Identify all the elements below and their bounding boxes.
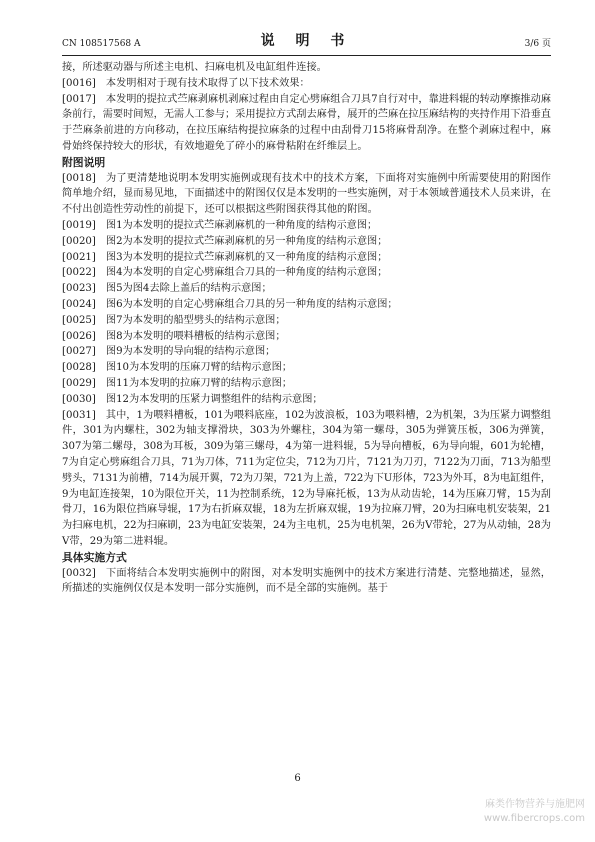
paragraph-label: [0030] <box>62 393 96 405</box>
paragraph-text: 本发明相对于现有技术取得了以下技术效果： <box>105 77 310 89</box>
figure-description-text: 图6为本发明的自定心劈麻组合刀具的另一种角度的结构示意图； <box>105 298 398 310</box>
figure-description-item <box>62 281 551 297</box>
figure-description-item <box>62 265 551 281</box>
page-number: 6 <box>294 773 301 784</box>
paragraph-0018 <box>62 171 551 218</box>
figure-description-item <box>62 250 551 266</box>
continued-paragraph: 接，所述驱动器与所述主电机、扫麻电机及电缸组件连接。 <box>62 62 327 73</box>
paragraph-label: [0031] <box>62 409 96 421</box>
paragraph-text: 其中，1为喂料槽板，101为喂料底座，102为波浪板，103为喂料槽，2为机架，3为压紧力调整组件，301为内螺柱，302为轴支撑滑块，303为外螺柱，304为第一螺母，305为弹簧压板，306为弹簧，307为第二螺母，308为耳板，309为第三螺母，4为第一进料辊，5为导向槽板，6为导向辊，601为轮槽，7为自定心劈麻组合刀具，71为刀体，711为定位尖，712为刀片，7121为刀刃，7122为刀面，713为船型劈头，7131为前槽，714为展开翼，72为刀架，721为上盖，722为下U形体，723为外耳，8为电缸组件，9为电缸连接架，10为限位开关，11为控制系统，12为导麻托板，13为从动齿轮，14为压麻刀臂，15为刮骨刀，16为限位挡麻导辊，17为右折麻双辊，18为左折麻双辊，19为拉麻刀臂，20为扫麻电机安装架，21为扫麻电机，22为扫麻刷，23为电缸安装架，24为主电机，25为电机架，26为V带轮，27为从动轴，28为V带，29为第二进料辊。 <box>62 409 551 547</box>
figure-description-item <box>62 313 551 329</box>
paragraph-label: [0016] <box>62 77 96 89</box>
paragraph-label: [0021] <box>62 251 96 263</box>
paragraph-label: [0022] <box>62 267 96 279</box>
paragraph-text: 本发明的提拉式苎麻剥麻机剥麻过程由自定心劈麻组合刀具7自行对中，靠进料辊的转动摩擦推动麻条前行，需要时间短，无需人工参与；采用提拉方式刮去麻骨，展开的苎麻在拉压麻结构的夹持作用下沿垂直于苎麻条前进的方向移动，在拉压麻结构提拉麻条的过程中由刮骨刀15将麻骨刮净。在整个剥麻过程中，麻骨始终保持较大的形状，有效地避免了碎小的麻骨粘附在纤维层上。 <box>62 93 551 152</box>
figure-description-text: 图1为本发明的提拉式苎麻剥麻机的一种角度的结构示意图； <box>105 219 378 231</box>
paragraph-label: [0017] <box>62 93 96 105</box>
figure-description-text: 图4为本发明的自定心劈麻组合刀具的一种角度的结构示意图； <box>105 267 388 279</box>
paragraph-label: [0027] <box>62 346 96 358</box>
figure-description-text: 图5为图4去除上盖后的结构示意图； <box>105 283 272 295</box>
paragraph-0032 <box>62 566 551 598</box>
figure-description-text: 图12为本发明的压紧力调整组件的结构示意图； <box>105 393 323 405</box>
paragraph-label: [0025] <box>62 314 96 326</box>
paragraph-text: 下面将结合本发明实施例中的附图，对本发明实施例中的技术方案进行清楚、完整地描述，显然，所描述的实施例仅仅是本发明一部分实施例，而不是全部的实施例。基于 <box>62 567 551 595</box>
watermark-title: 麻类作物营养与施肥网 <box>485 799 585 810</box>
paragraph-label: [0026] <box>62 330 96 342</box>
paragraph-label: [0023] <box>62 283 96 295</box>
paragraph-0031 <box>62 408 551 550</box>
paragraph-label: [0018] <box>62 172 96 184</box>
figure-description-item <box>62 376 551 392</box>
figure-description-item <box>62 392 551 408</box>
section-heading-figures: 附图说明 <box>62 155 106 169</box>
figure-description-text: 图2为本发明的提拉式苎麻剥麻机的另一种角度的结构示意图； <box>105 235 388 247</box>
paragraph-text: 为了更清楚地说明本发明实施例或现有技术中的技术方案，下面将对实施例中所需要使用的附图作简单地介绍，显而易见地，下面描述中的附图仅仅是本发明的一些实施例，对于本领域普通技术人员来讲，在不付出创造性劳动性的前提下，还可以根据这些附图获得其他的附图。 <box>62 172 551 216</box>
header-divider <box>62 55 551 56</box>
document-body <box>62 60 551 597</box>
paragraph-label: [0020] <box>62 235 96 247</box>
page-header <box>62 35 551 53</box>
paragraph-0016 <box>62 76 551 92</box>
section-heading-embodiments: 具体实施方式 <box>62 550 127 564</box>
paragraph-label: [0019] <box>62 219 96 231</box>
figure-description-text: 图3为本发明的提拉式苎麻剥麻机的又一种角度的结构示意图； <box>105 251 388 263</box>
document-title: 说 明 书 <box>260 33 353 49</box>
figure-description-item <box>62 329 551 345</box>
figure-description-item <box>62 344 551 360</box>
figure-description-item <box>62 218 551 234</box>
watermark-url: www.fibercrops.com <box>483 813 585 824</box>
paragraph-0017 <box>62 92 551 155</box>
figure-description-text: 图8为本发明的喂料槽板的结构示意图； <box>105 330 286 342</box>
site-watermark <box>484 798 585 826</box>
figure-list <box>62 218 551 408</box>
figure-description-text: 图10为本发明的压麻刀臂的结构示意图； <box>105 362 293 374</box>
figure-description-text: 图7为本发明的船型劈头的结构示意图； <box>105 314 286 326</box>
figure-description-text: 图11为本发明的拉麻刀臂的结构示意图； <box>105 377 293 389</box>
figure-description-item <box>62 360 551 376</box>
paragraph-label: [0029] <box>62 377 96 389</box>
paragraph-label: [0028] <box>62 362 96 374</box>
patent-number: CN 108517568 A <box>62 39 141 49</box>
figure-description-item <box>62 297 551 313</box>
paragraph-label: [0024] <box>62 298 96 310</box>
page-indicator: 3/6 页 <box>524 39 551 49</box>
figure-description-item <box>62 234 551 250</box>
figure-description-text: 图9为本发明的导向辊的结构示意图； <box>105 346 276 358</box>
paragraph-label: [0032] <box>62 567 96 579</box>
